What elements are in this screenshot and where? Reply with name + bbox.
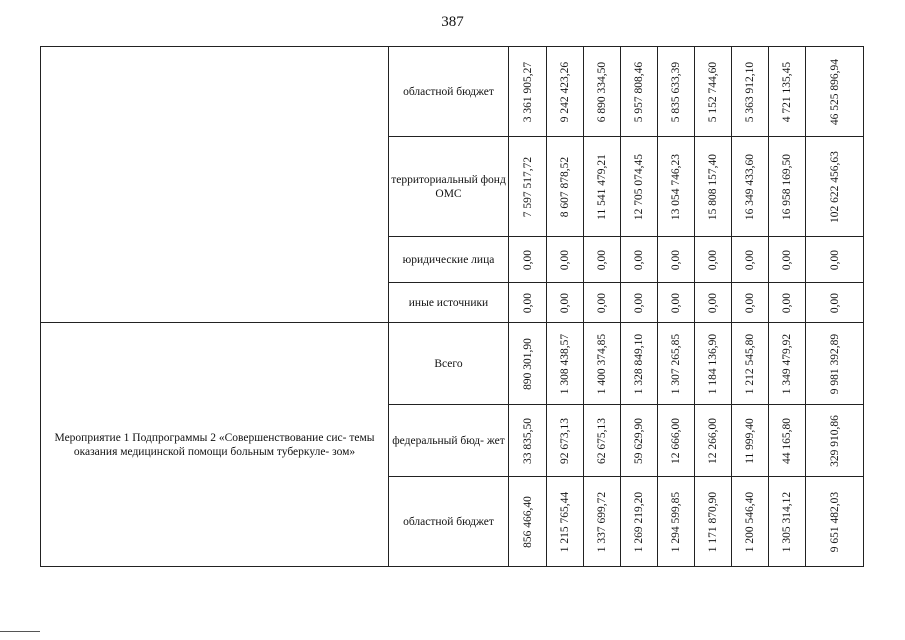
value-cell [658,323,695,405]
value-cell [658,477,695,567]
value-cell [695,477,732,567]
total-cell [806,283,864,323]
value-cell [695,47,732,137]
value-cell [509,283,547,323]
value-cell [658,47,695,137]
value-text: 1 215 765,44 [559,491,571,552]
value-text: 5 152 744,60 [707,61,719,122]
value-cell [509,405,547,477]
source-label: иные источники [389,283,509,323]
value-cell [769,137,806,237]
value-text: 0,00 [633,292,645,313]
total-text: 329 910,86 [828,414,841,467]
source-label: областной бюджет [389,47,509,137]
source-label: федеральный бюд- жет [389,405,509,477]
value-cell [509,47,547,137]
source-label: юридические лица [389,237,509,283]
value-cell [695,237,732,283]
value-cell [547,283,584,323]
value-text: 1 212 545,80 [744,333,756,394]
table-row [41,47,864,137]
value-text: 8 607 878,52 [559,156,571,217]
value-text: 1 184 136,90 [707,333,719,394]
value-text: 59 629,90 [633,417,645,464]
value-cell [732,137,769,237]
value-text: 12 266,00 [707,417,719,464]
value-cell [695,283,732,323]
value-text: 4 721 135,45 [781,61,793,122]
value-text: 1 294 599,85 [670,491,682,552]
page-number: 387 [441,14,464,30]
value-text: 1 400 374,85 [596,333,608,394]
value-cell [584,323,621,405]
value-cell [621,237,658,283]
value-text: 0,00 [559,292,571,313]
value-cell [584,237,621,283]
value-text: 12 705 074,45 [633,153,645,220]
value-cell [732,477,769,567]
value-cell [547,237,584,283]
value-cell [769,47,806,137]
value-text: 1 307 265,85 [670,333,682,394]
event-title: Мероприятие 1 Подпрограммы 2 «Совершенствование сис- темы оказания медицинской помощи больным туберкуле- зом» [41,323,389,567]
value-text: 1 349 479,92 [781,333,793,394]
value-cell [732,237,769,283]
value-text: 16 349 433,60 [744,153,756,220]
value-cell [695,405,732,477]
value-text: 0,00 [670,249,682,270]
value-cell [732,323,769,405]
value-text: 0,00 [670,292,682,313]
value-text: 6 890 334,50 [596,61,608,122]
value-text: 12 666,00 [670,417,682,464]
total-text: 9 651 482,03 [828,491,841,552]
value-cell [547,47,584,137]
value-cell [695,137,732,237]
value-text: 5 957 808,46 [633,61,645,122]
value-text: 1 171 870,90 [707,491,719,552]
value-cell [584,477,621,567]
value-text: 5 363 912,10 [744,61,756,122]
value-text: 16 958 169,50 [781,153,793,220]
total-cell [806,477,864,567]
value-text: 0,00 [596,249,608,270]
value-text: 92 673,13 [559,417,571,464]
value-cell [658,137,695,237]
value-text: 1 337 699,72 [596,491,608,552]
value-cell [584,283,621,323]
total-text: 0,00 [828,249,841,270]
value-cell [769,323,806,405]
value-text: 0,00 [633,249,645,270]
total-cell [806,405,864,477]
source-label: территориальный фонд ОМС [389,137,509,237]
value-text: 15 808 157,40 [707,153,719,220]
value-cell [621,323,658,405]
value-cell [509,477,547,567]
value-text: 1 269 219,20 [633,491,645,552]
value-text: 7 597 517,72 [521,156,534,217]
value-text: 0,00 [707,292,719,313]
value-cell [509,237,547,283]
total-text: 102 622 456,63 [828,150,841,223]
value-text: 1 305 314,12 [781,491,793,552]
value-text: 3 361 905,27 [521,61,534,122]
value-cell [732,47,769,137]
value-cell [509,323,547,405]
value-text: 0,00 [744,292,756,313]
value-cell [732,405,769,477]
value-cell [658,237,695,283]
value-cell [695,323,732,405]
total-text: 9 981 392,89 [828,333,841,394]
value-cell [547,137,584,237]
value-text: 1 328 849,10 [633,333,645,394]
value-text: 0,00 [521,249,534,270]
value-cell [621,283,658,323]
value-cell [769,283,806,323]
value-text: 1 200 546,40 [744,491,756,552]
value-cell [547,323,584,405]
value-cell [621,477,658,567]
value-text: 11 541 479,21 [596,153,608,220]
total-cell [806,137,864,237]
value-text: 62 675,13 [596,417,608,464]
value-text: 33 835,50 [521,417,534,464]
value-text: 1 308 438,57 [559,333,571,394]
value-cell [621,47,658,137]
table-row [41,323,864,405]
value-text: 11 999,40 [744,417,756,464]
value-cell [658,283,695,323]
value-text: 0,00 [744,249,756,270]
value-cell [621,405,658,477]
empty-description-cell [41,47,389,323]
total-cell [806,237,864,283]
value-text: 9 242 423,26 [559,61,571,122]
value-text: 0,00 [781,249,793,270]
value-text: 0,00 [781,292,793,313]
value-text: 0,00 [596,292,608,313]
value-cell [621,137,658,237]
value-text: 5 835 633,39 [670,61,682,122]
value-cell [584,137,621,237]
value-text: 0,00 [521,292,534,313]
value-cell [584,47,621,137]
value-text: 856 466,40 [521,495,534,548]
total-text: 0,00 [828,292,841,313]
budget-table [40,46,864,567]
value-text: 44 165,80 [781,417,793,464]
value-cell [769,237,806,283]
value-cell [584,405,621,477]
total-cell [806,47,864,137]
value-text: 890 301,90 [521,337,534,390]
value-text: 0,00 [559,249,571,270]
total-text: 46 525 896,94 [828,58,841,125]
source-label: Всего [389,323,509,405]
value-cell [658,405,695,477]
value-cell [732,283,769,323]
value-text: 0,00 [707,249,719,270]
footnote-rule [0,631,40,632]
value-cell [547,405,584,477]
total-cell [806,323,864,405]
value-text: 13 054 746,23 [670,153,682,220]
value-cell [769,477,806,567]
value-cell [769,405,806,477]
source-label: областной бюджет [389,477,509,567]
value-cell [509,137,547,237]
value-cell [547,477,584,567]
